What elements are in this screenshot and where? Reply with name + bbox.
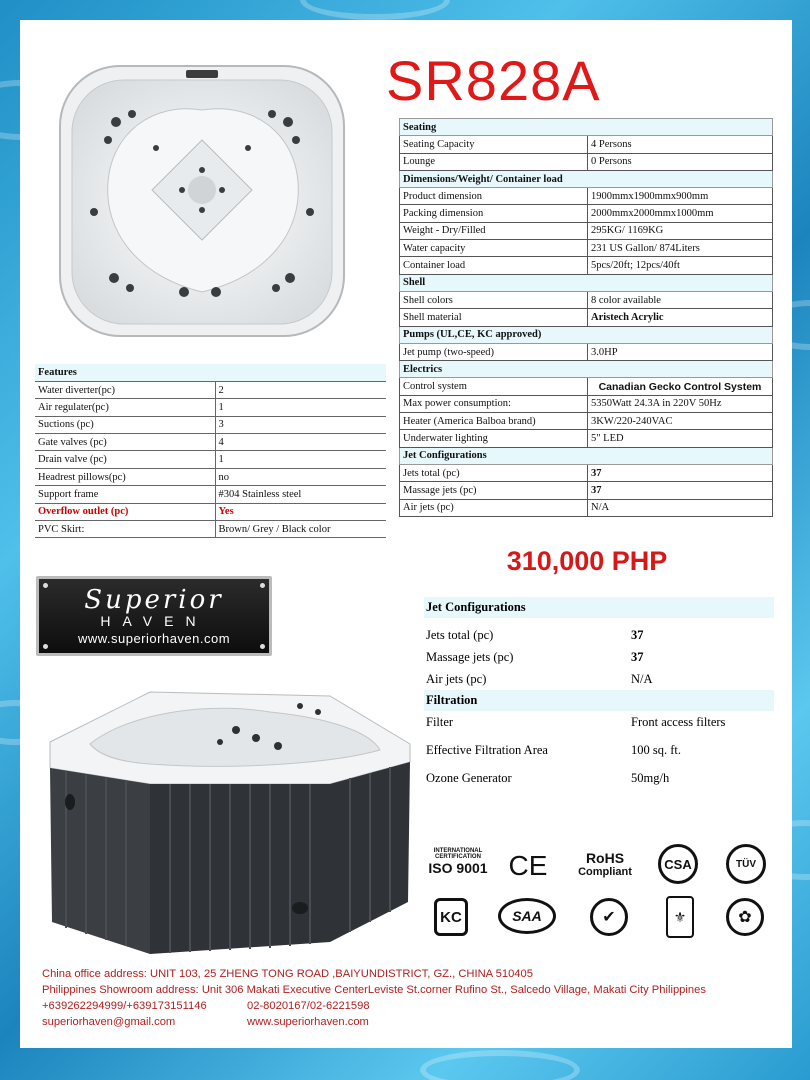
spec-label: Shell colors (400, 291, 588, 308)
table-section-header (400, 361, 773, 378)
config-label: Massage jets (pc) (426, 649, 514, 664)
website-link[interactable]: www.superiorhaven.com (247, 1016, 369, 1028)
table-row (400, 395, 773, 412)
spec-value: 3 (215, 416, 386, 433)
config-value: 50mg/h (631, 770, 670, 785)
config-row (424, 733, 774, 767)
kc-logo: KC (434, 898, 468, 936)
spec-label: Support frame (35, 486, 215, 503)
config-value: 37 (631, 627, 644, 642)
spec-value: 37 (588, 464, 773, 481)
bureau-veritas-logo: ⚜ (666, 896, 694, 938)
spec-value: 5" LED (588, 430, 773, 447)
spec-value: 5350Watt 24.3A in 220V 50Hz (588, 395, 773, 412)
logo-url: www.superiorhaven.com (77, 631, 231, 646)
filtration-heading: Filtration (424, 690, 774, 711)
config-row (424, 624, 774, 646)
features-table (35, 364, 386, 538)
table-row (35, 521, 386, 538)
spec-label: Overflow outlet (pc) (35, 503, 215, 520)
table-row (35, 434, 386, 451)
spec-label: Water diverter(pc) (35, 381, 215, 398)
table-row (400, 430, 773, 447)
section-title: Features (35, 364, 386, 381)
table-row (400, 309, 773, 326)
table-row (35, 468, 386, 485)
spec-value: 37 (588, 482, 773, 499)
table-row (400, 378, 773, 395)
config-value: Front access filters (631, 714, 726, 729)
table-row (35, 416, 386, 433)
table-row (35, 381, 386, 398)
superior-haven-logo (36, 576, 272, 656)
table-row (35, 399, 386, 416)
iso-9001-logo: INTERNATIONAL CERTIFICATION ISO 9001 (428, 848, 488, 876)
config-row (424, 711, 774, 733)
spec-value: 4 (215, 434, 386, 451)
spec-label: Packing dimension (400, 205, 588, 222)
table-section-header (400, 119, 773, 136)
table-row (400, 222, 773, 239)
spec-value: 3KW/220-240VAC (588, 413, 773, 430)
model-title: SR828A (386, 49, 601, 112)
spec-value: Aristech Acrylic (588, 309, 773, 326)
spec-value: 5pcs/20ft; 12pcs/40ft (588, 257, 773, 274)
section-title: Jet Configurations (400, 447, 773, 464)
quality-seal-logo: ✿ (726, 898, 764, 936)
spec-label: Container load (400, 257, 588, 274)
table-row (400, 188, 773, 205)
table-row (400, 482, 773, 499)
table-row (400, 257, 773, 274)
jet-config-heading: Jet Configurations (424, 597, 774, 618)
specification-table (399, 118, 773, 517)
table-row (35, 451, 386, 468)
spec-label: Control system (400, 378, 588, 395)
spec-label: PVC Skirt: (35, 521, 215, 538)
table-row (400, 413, 773, 430)
jet-filtration-panel (424, 597, 774, 789)
spec-label: Drain valve (pc) (35, 451, 215, 468)
config-value: 37 (631, 649, 644, 664)
spec-value: Canadian Gecko Control System (588, 378, 773, 395)
table-row (35, 503, 386, 520)
spec-label: Underwater lighting (400, 430, 588, 447)
spec-label: Weight - Dry/Filled (400, 222, 588, 239)
config-label: Ozone Generator (426, 770, 512, 785)
table-row (400, 153, 773, 170)
csa-logo: CSA (658, 844, 698, 884)
spec-value: 3.0HP (588, 343, 773, 360)
spec-value: #304 Stainless steel (215, 486, 386, 503)
table-row (400, 136, 773, 153)
table-row (400, 464, 773, 481)
spec-value: no (215, 468, 386, 485)
config-row (424, 767, 774, 789)
table-row (400, 343, 773, 360)
spec-value: 2000mmx2000mmx1000mm (588, 205, 773, 222)
spec-value: 0 Persons (588, 153, 773, 170)
spec-value: Brown/ Grey / Black color (215, 521, 386, 538)
sgs-logo: ✔ (590, 898, 628, 936)
table-row (35, 486, 386, 503)
logo-wordmark: Superior (84, 585, 224, 615)
section-title: Shell (400, 274, 773, 291)
spec-label: Shell material (400, 309, 588, 326)
spec-label: Jets total (pc) (400, 464, 588, 481)
hot-tub-side-view-image (30, 672, 414, 958)
spec-value: 231 US Gallon/ 874Liters (588, 240, 773, 257)
section-title: Electrics (400, 361, 773, 378)
table-section-header (400, 447, 773, 464)
philippines-showroom-address: Philippines Showroom address: Unit 306 Makati Executive CenterLeviste St.corner Rufino St., Salcedo Village, Makati City Philippines (42, 984, 706, 996)
spec-label: Water capacity (400, 240, 588, 257)
table-section-header (400, 326, 773, 343)
certification-logos (426, 840, 776, 950)
spec-value: Yes (215, 503, 386, 520)
spec-label: Air jets (pc) (400, 499, 588, 516)
spec-label: Product dimension (400, 188, 588, 205)
tuv-logo: TÜV (726, 844, 766, 884)
contact-footer (42, 966, 782, 1030)
spec-value: 4 Persons (588, 136, 773, 153)
section-title: Seating (400, 119, 773, 136)
table-row (400, 499, 773, 516)
spec-value: N/A (588, 499, 773, 516)
spec-label: Heater (America Balboa brand) (400, 413, 588, 430)
ce-mark-logo: CE (508, 850, 548, 881)
config-row (424, 668, 774, 690)
config-label: Effective Filtration Area (426, 742, 548, 757)
spec-label: Max power consumption: (400, 395, 588, 412)
price-label: 310,000 PHP (506, 546, 668, 576)
rohs-logo: RoHS Compliant (578, 850, 632, 878)
landline-numbers: 02-8020167/02-6221598 (247, 1000, 370, 1012)
saa-logo: SAA (498, 898, 556, 934)
config-value: N/A (631, 671, 653, 686)
spec-value: 1 (215, 451, 386, 468)
table-row (400, 205, 773, 222)
china-office-address: China office address: UNIT 103, 25 ZHENG TONG ROAD ,BAIYUNDISTRICT, GZ., CHINA 510405 (42, 968, 533, 980)
spec-value: 1 (215, 399, 386, 416)
spec-value: 1900mmx1900mmx900mm (588, 188, 773, 205)
spec-label: Gate valves (pc) (35, 434, 215, 451)
config-label: Air jets (pc) (426, 671, 487, 686)
spec-label: Lounge (400, 153, 588, 170)
spec-label: Air regulater(pc) (35, 399, 215, 416)
config-label: Jets total (pc) (426, 627, 494, 642)
hot-tub-top-view-image (56, 62, 348, 340)
table-section-header (35, 364, 386, 381)
spec-value: 8 color available (588, 291, 773, 308)
spec-label: Suctions (pc) (35, 416, 215, 433)
mobile-numbers: +639262294999/+639173151146 (42, 1000, 207, 1012)
logo-subword: HAVEN (100, 613, 208, 629)
table-row (400, 240, 773, 257)
spec-label: Jet pump (two-speed) (400, 343, 588, 360)
table-row (400, 291, 773, 308)
table-section-header (400, 274, 773, 291)
email-link[interactable]: superiorhaven@gmail.com (42, 1016, 176, 1028)
section-title: Dimensions/Weight/ Container load (400, 170, 773, 187)
spec-label: Seating Capacity (400, 136, 588, 153)
config-value: 100 sq. ft. (631, 742, 681, 757)
spec-label: Massage jets (pc) (400, 482, 588, 499)
spec-value: 2 (215, 381, 386, 398)
config-row (424, 646, 774, 668)
spec-value: 295KG/ 1169KG (588, 222, 773, 239)
config-label: Filter (426, 714, 454, 729)
table-section-header (400, 170, 773, 187)
section-title: Pumps (UL,CE, KC approved) (400, 326, 773, 343)
spec-label: Headrest pillows(pc) (35, 468, 215, 485)
